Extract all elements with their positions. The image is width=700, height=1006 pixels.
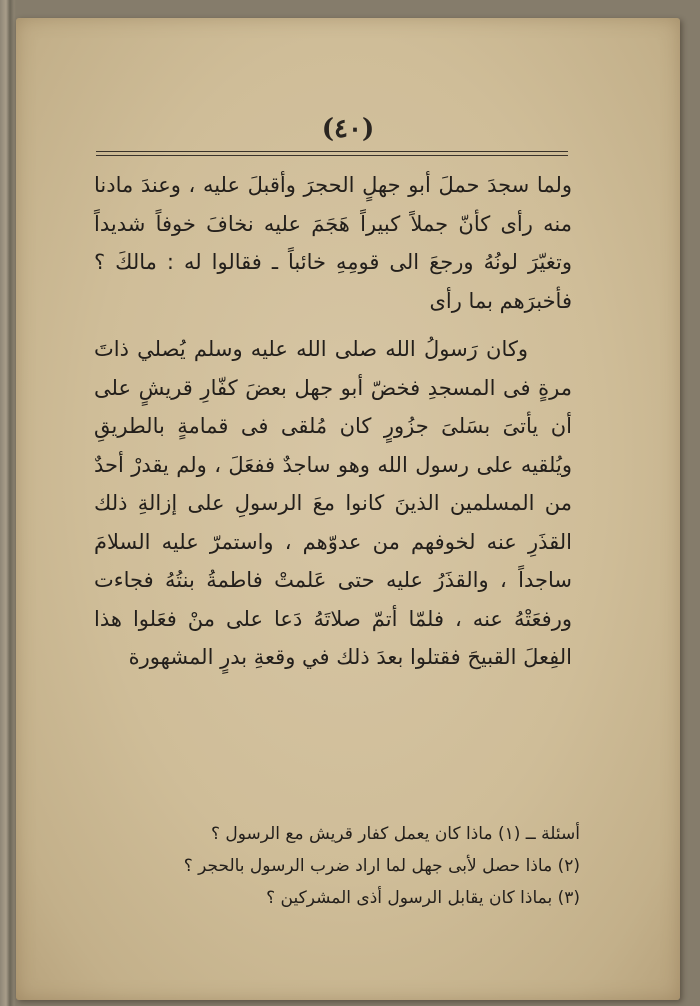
paragraph: ولما سجدَ حملَ أبو جهلٍ الحجرَ وأقبلَ عليه ، وعندَ مادنا منه رأى كأنّ جملاً كبيراً هَجَمَ عليه نخافَ خوفاً شديداً وتغيّرَ لونُهُ ورجعَ الى قومِهِ خائباً ـ فقالوا له : مالكَ ؟ فأخبرَهم بما رأى bbox=[94, 173, 572, 313]
question-item: أسئلة ــ (١) ماذا كان يعمل كفار قريش مع الرسول ؟ bbox=[210, 824, 580, 844]
page-number: (٤٠) bbox=[321, 114, 375, 144]
question-item: (٣) بماذا كان يقابل الرسول أذى المشركين ؟ bbox=[266, 888, 580, 908]
header-rule-bottom bbox=[96, 155, 568, 156]
questions-section bbox=[94, 818, 580, 914]
book-page bbox=[16, 18, 680, 1000]
question-item: (٢) ماذا حصل لأبى جهل لما اراد ضرب الرسول بالحجر ؟ bbox=[183, 856, 580, 876]
body-text bbox=[94, 166, 572, 677]
paragraph: وكان رَسولُ الله صلى الله عليه وسلم يُصلي ذاتَ مرةٍ فى المسجدِ فخضّ أبو جهل بعضَ كفّارِ قريشٍ على أن يأتىَ بسَلىَ جزُورٍ كان مُلقى فى قمامةٍ بالطريقِ ويُلقيه على رسول الله وهو ساجدٌ ففعَلَ ، ولم يقدرْ أحدٌ من المسلمين الذينَ كانوا معَ الرسولِ على إزالةِ ذلك القذَرِ عنه لخوفهم من عدوّهم ، واستمرّ عليه السلامَ ساجداً ، والقذَرُ عليه حتى عَلمتْ فاطمةُ بنتُهُ فجاءت ورفعَتْهُ عنه ، فلمّا أتمّ صلاتَهُ دَعا على منْ فعَلوا هذا الفِعلَ القبيحَ فقتلوا بعدَ ذلك في وقعةِ بدرٍ المشهورة bbox=[94, 337, 572, 669]
header-rule-top bbox=[96, 151, 568, 152]
